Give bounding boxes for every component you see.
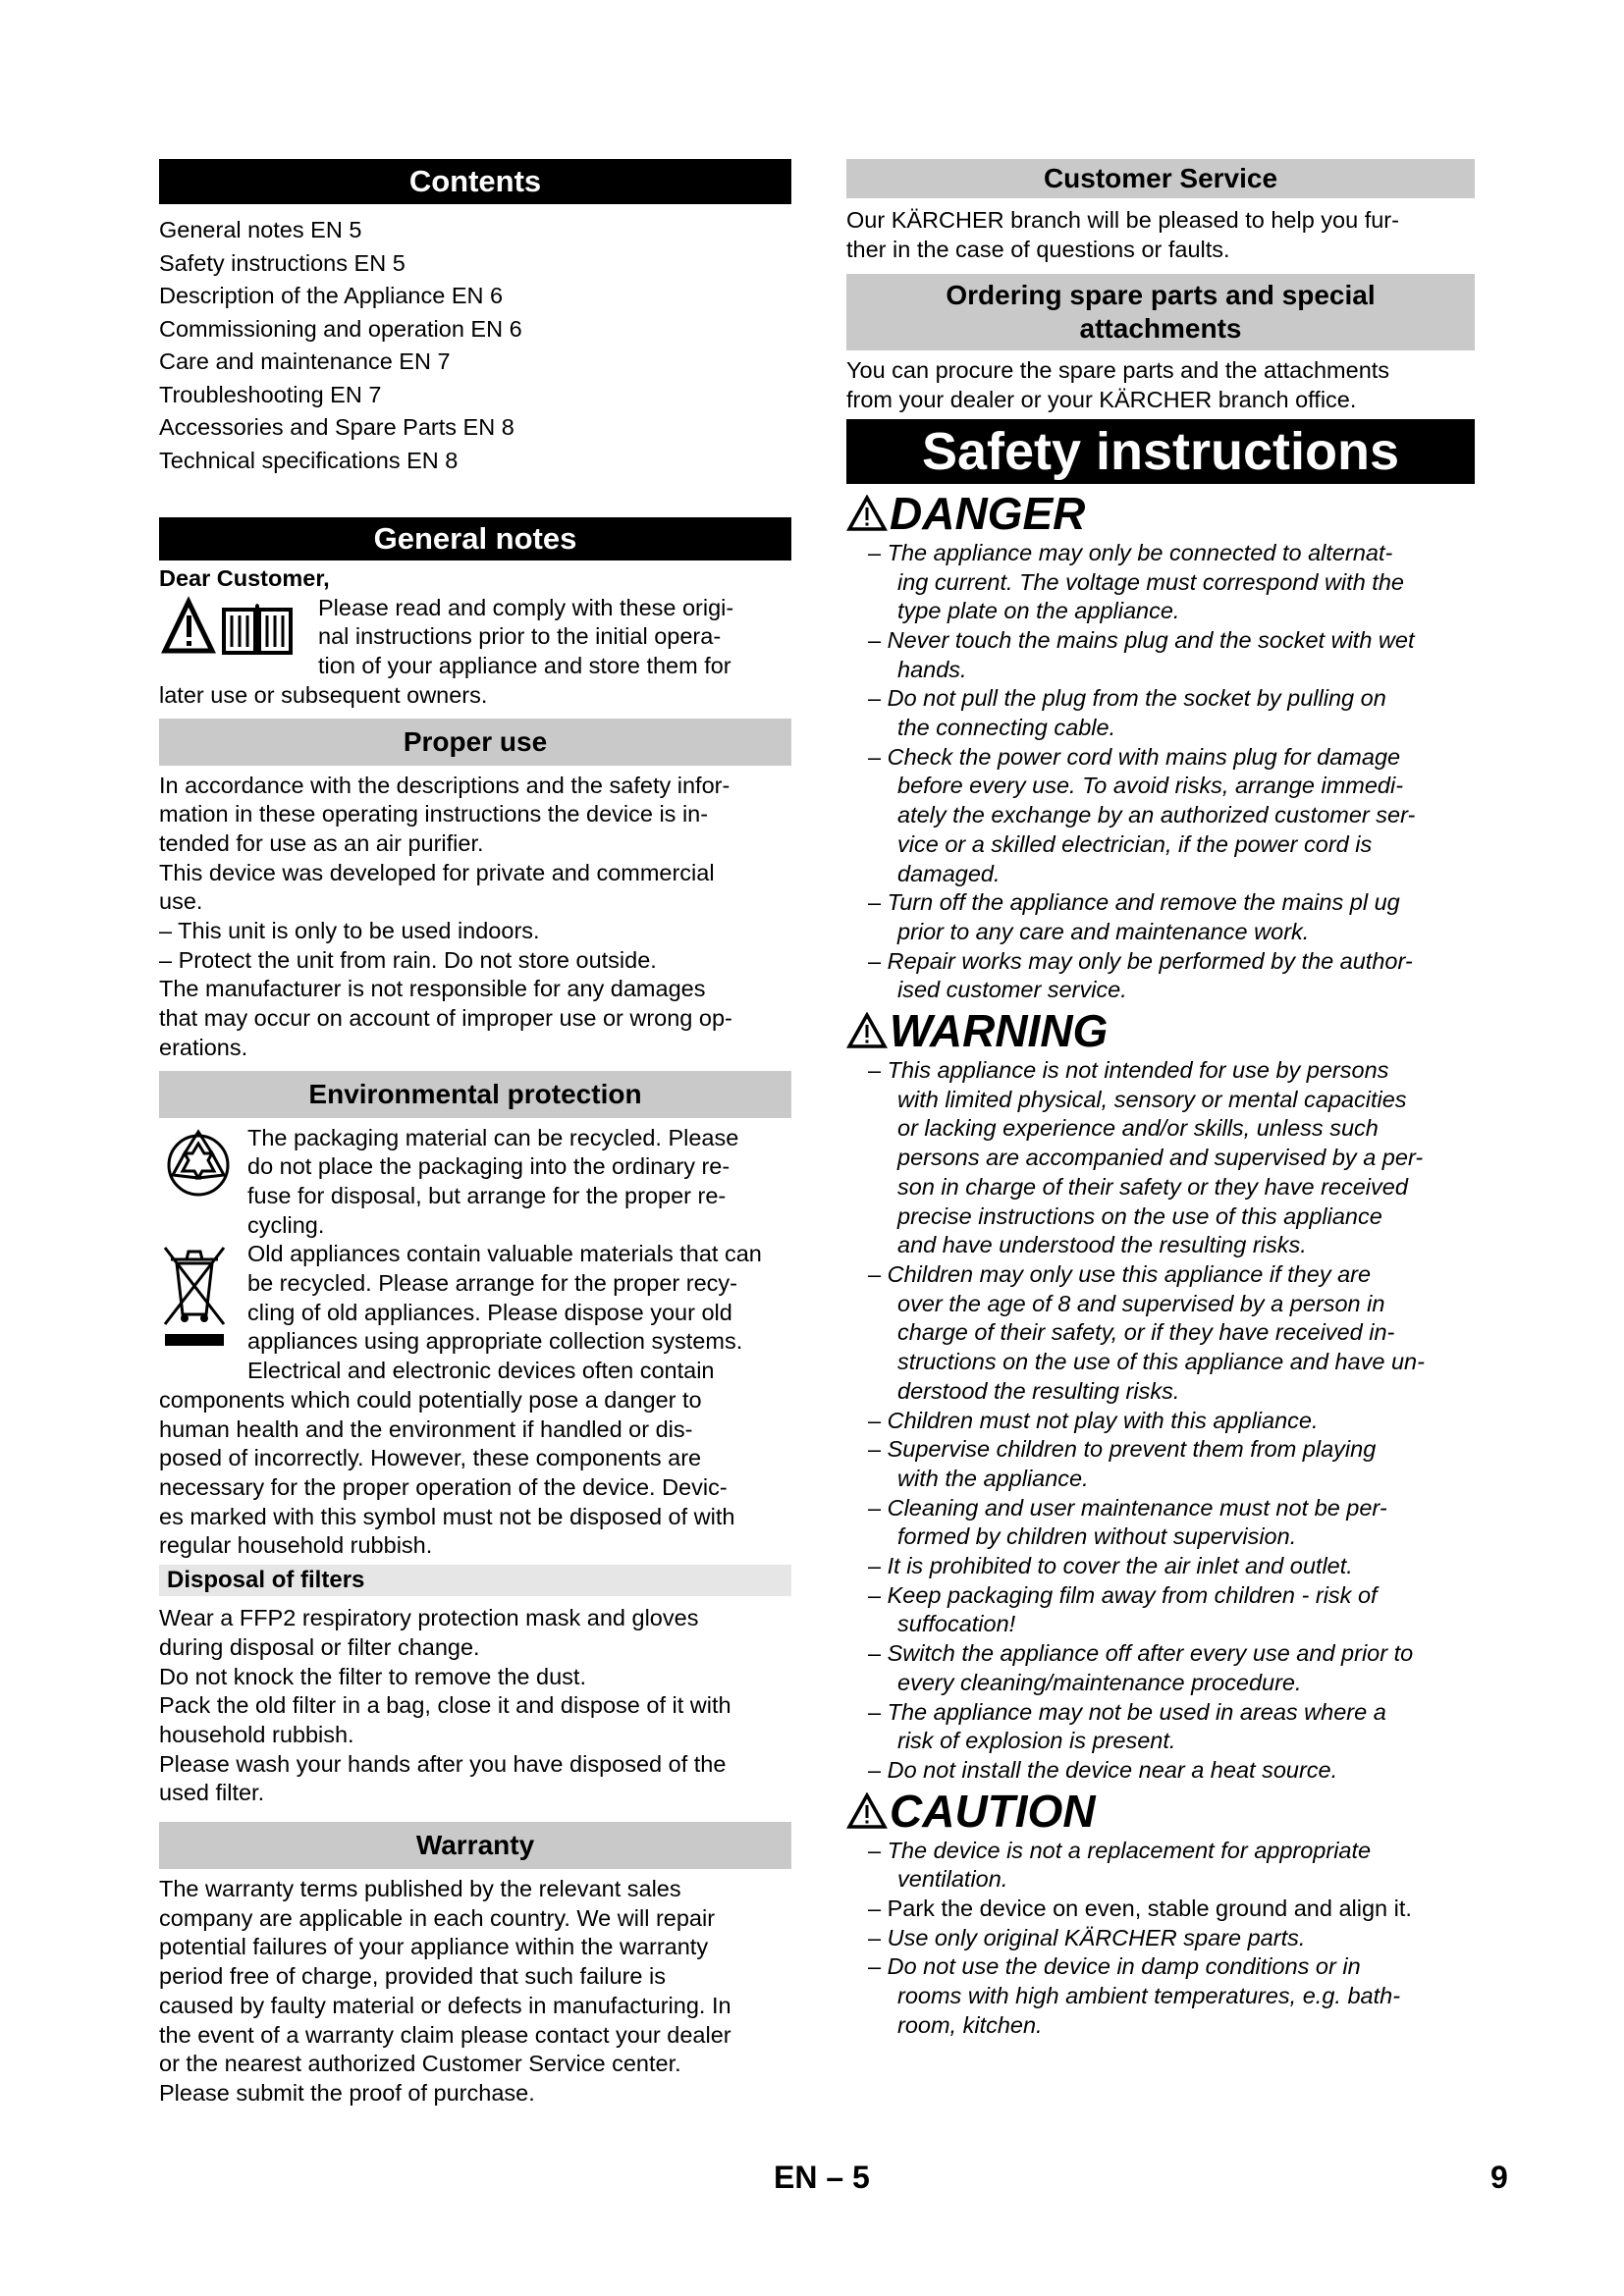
danger-label: DANGER — [890, 487, 1086, 539]
text-line: used filter. — [159, 1780, 265, 1806]
toc-item: Safety instructions EN 5 — [159, 249, 406, 276]
safety-item-line: derstood the resulting risks. — [897, 1377, 1180, 1404]
text-line: caused by faulty material or defects in manufacturing. In — [159, 1992, 731, 2018]
text-line: the event of a warranty claim please contact your dealer — [159, 2021, 731, 2048]
dash-marker: – — [868, 947, 888, 974]
dash-marker: – — [868, 1407, 888, 1433]
safety-item-line: Check the power cord with mains plug for damage — [887, 743, 1401, 770]
intro-line: Please read and comply with these origi- — [318, 594, 734, 620]
toc-item: Accessories and Spare Parts EN 8 — [159, 414, 514, 440]
safety-item-line: Repair works may only be performed by the author- — [887, 947, 1413, 974]
safety-item-line: The device is not a replacement for appropriate — [887, 1837, 1372, 1863]
safety-item-line: damaged. — [897, 860, 1001, 886]
safety-list-item — [846, 947, 1475, 1005]
text-line: potential failures of your appliance within the warranty — [159, 1934, 709, 1960]
text-line: This device was developed for private and commercial — [159, 859, 715, 885]
safety-item-line: This appliance is not intended for use by persons — [887, 1057, 1389, 1084]
proper-use-heading: Proper use — [159, 719, 791, 766]
safety-item-line: type plate on the appliance. — [897, 598, 1180, 624]
text-line: household rubbish. — [159, 1721, 354, 1747]
safety-item-line: charge of their safety, or if they have received in- — [897, 1319, 1395, 1346]
safety-item-line: Never touch the mains plug and the socket with wet — [887, 626, 1415, 653]
weee-icon-box — [159, 1240, 247, 1386]
text-line: Our KÄRCHER branch will be pleased to help you fur- — [846, 207, 1399, 233]
safety-item-line: persons are accompanied and supervised by a per- — [897, 1145, 1424, 1171]
text-line: or the nearest authorized Customer Service center. — [159, 2051, 681, 2077]
text-line: In accordance with the descriptions and the safety infor- — [159, 772, 731, 798]
safety-item-line: Do not install the device near a heat source. — [887, 1756, 1338, 1783]
general-notes-heading: General notes — [159, 517, 791, 561]
text-line: – This unit is only to be used indoors. — [159, 918, 540, 944]
caution-list — [846, 1837, 1475, 2041]
safety-item-line: Park the device on even, stable ground and align it. — [887, 1896, 1412, 1922]
safety-item-line: ately the exchange by an authorized customer ser- — [897, 802, 1416, 828]
text-line: components which could potentially pose a danger to — [159, 1386, 702, 1413]
dash-marker: – — [868, 1837, 888, 1863]
toc-item: Care and maintenance EN 7 — [159, 348, 451, 374]
intro-icons — [159, 594, 318, 681]
dash-marker: – — [868, 626, 888, 653]
safety-item-line: or lacking experience and/or skills, unless such — [897, 1115, 1379, 1142]
warning-triangle-icon — [846, 1792, 888, 1830]
text-line: The manufacturer is not responsible for any damages — [159, 976, 706, 1002]
dash-marker: – — [868, 1896, 888, 1922]
safety-item-line: structions on the use of this appliance and have un- — [897, 1349, 1425, 1375]
ordering-text — [846, 356, 1475, 414]
dash-marker: – — [868, 1260, 888, 1287]
text-line: posed of incorrectly. However, these components are — [159, 1445, 702, 1471]
safety-item-line: son in charge of their safety or they have received — [897, 1173, 1408, 1200]
disposal-of-filters-heading: Disposal of filters — [159, 1565, 791, 1596]
safety-item-line: the connecting cable. — [897, 715, 1116, 741]
dash-marker: – — [868, 1640, 888, 1667]
text-line: appliances using appropriate collection systems. — [247, 1328, 743, 1355]
safety-list-item — [846, 1837, 1475, 1895]
toc-item: Troubleshooting EN 7 — [159, 381, 382, 407]
ordering-heading-line: attachments — [1079, 313, 1242, 345]
safety-item-line: rooms with high ambient temperatures, e.g. bath- — [897, 1983, 1401, 2009]
safety-item-line: precise instructions on the use of this appliance — [897, 1202, 1382, 1229]
dash-marker: – — [868, 1756, 888, 1783]
text-line: during disposal or filter change. — [159, 1633, 480, 1660]
safety-item-line: before every use. To avoid risks, arrange immedi- — [897, 773, 1404, 799]
text-line: regular household rubbish. — [159, 1532, 433, 1559]
customer-service-heading: Customer Service — [846, 159, 1475, 198]
safety-list-item — [846, 626, 1475, 684]
safety-item-line: Keep packaging film away from children - risk of — [887, 1581, 1378, 1608]
contents-heading: Contents — [159, 159, 791, 204]
intro-block — [159, 594, 791, 681]
safety-list-item — [846, 1407, 1475, 1436]
safety-list-item — [846, 1581, 1475, 1639]
safety-item-line: Switch the appliance off after every use and prior to — [887, 1640, 1414, 1667]
crossed-bin-icon — [159, 1240, 228, 1350]
weee-block — [159, 1240, 791, 1386]
safety-list-item — [846, 743, 1475, 889]
text-line: do not place the packaging into the ordinary re- — [247, 1153, 731, 1180]
text-line: use. — [159, 888, 203, 915]
warning-heading — [846, 1005, 1475, 1056]
intro-tail: later use or subsequent owners. — [159, 681, 488, 708]
dash-marker: – — [868, 1436, 888, 1463]
toc-item: Commissioning and operation EN 6 — [159, 315, 522, 342]
dash-marker: – — [868, 889, 888, 916]
safety-list-item — [846, 1494, 1475, 1552]
warranty-heading: Warranty — [159, 1822, 791, 1869]
caution-label: CAUTION — [890, 1785, 1096, 1837]
text-line: erations. — [159, 1034, 248, 1060]
text-line: Old appliances contain valuable materials that can — [247, 1241, 762, 1267]
text-line: Electrical and electronic devices often contain — [247, 1358, 715, 1384]
safety-item-line: every cleaning/maintenance procedure. — [897, 1669, 1302, 1695]
safety-list-item — [846, 1895, 1475, 1924]
intro-text — [318, 594, 733, 681]
text-line: es marked with this symbol must not be disposed of with — [159, 1503, 735, 1529]
dash-marker: – — [868, 1924, 888, 1950]
text-line: necessary for the proper operation of the device. Devic- — [159, 1473, 728, 1500]
safety-item-line: Supervise children to prevent them from playing — [887, 1436, 1377, 1463]
text-line: ther in the case of questions or faults. — [846, 236, 1230, 262]
safety-item-line: risk of explosion is present. — [897, 1728, 1176, 1754]
text-line: period free of charge, provided that such failure is — [159, 1963, 666, 1990]
warning-label: WARNING — [890, 1005, 1109, 1057]
text-line: mation in these operating instructions the device is in- — [159, 801, 709, 828]
recycle-block — [159, 1124, 791, 1241]
text-line: cling of old appliances. Please dispose your old — [247, 1299, 732, 1325]
warning-triangle-book-icon — [159, 594, 306, 659]
warning-triangle-icon — [846, 495, 888, 532]
toc-item: Technical specifications EN 8 — [159, 447, 459, 473]
danger-heading — [846, 488, 1475, 539]
warranty-text — [159, 1875, 791, 2109]
dash-marker: – — [868, 1953, 888, 1980]
text-line: The warranty terms published by the relevant sales — [159, 1876, 681, 1902]
safety-list-item — [846, 684, 1475, 742]
safety-list-item — [846, 888, 1475, 946]
dash-marker: – — [868, 1553, 888, 1579]
safety-list-item — [846, 1260, 1475, 1407]
safety-list-item — [846, 1639, 1475, 1697]
safety-item-line: ised customer service. — [897, 977, 1127, 1003]
safety-item-line: suffocation! — [897, 1611, 1016, 1637]
safety-item-line: prior to any care and maintenance work. — [897, 918, 1310, 944]
weee-text — [247, 1240, 762, 1386]
safety-list-item — [846, 1056, 1475, 1260]
disposal-text — [159, 1604, 791, 1808]
text-line: cycling. — [247, 1211, 325, 1238]
dash-marker: – — [868, 743, 888, 770]
safety-instructions-heading: Safety instructions — [846, 419, 1475, 484]
safety-item-line: Do not use the device in damp conditions or in — [887, 1953, 1361, 1980]
text-line: from your dealer or your KÄRCHER branch office. — [846, 387, 1357, 413]
environmental-protection-heading: Environmental protection — [159, 1071, 791, 1118]
recycle-icon — [159, 1124, 238, 1202]
recycle-text — [247, 1124, 738, 1241]
intro-line: nal instructions prior to the initial opera- — [318, 623, 722, 650]
safety-item-line: The appliance may only be connected to alternat- — [887, 539, 1393, 565]
safety-item-line: with limited physical, sensory or mental capacities — [897, 1086, 1407, 1112]
left-column — [159, 159, 791, 2109]
greeting: Dear Customer, — [159, 565, 330, 591]
page-number: 9 — [1490, 2160, 1508, 2195]
text-line: that may occur on account of improper use or wrong op- — [159, 1005, 732, 1032]
safety-item-line: Cleaning and user maintenance must not be per- — [887, 1494, 1387, 1521]
text-line: tended for use as an air purifier. — [159, 829, 484, 856]
text-line: Please submit the proof of purchase. — [159, 2079, 535, 2106]
dash-marker: – — [868, 539, 888, 565]
safety-item-line: with the appliance. — [897, 1465, 1089, 1491]
page-label: EN – 5 — [774, 2160, 870, 2195]
text-line: Pack the old filter in a bag, close it and dispose of it with — [159, 1692, 731, 1719]
intro-line: tion of your appliance and store them for — [318, 653, 731, 679]
recycle-icon-box — [159, 1124, 247, 1241]
toc-item: Description of the Appliance EN 6 — [159, 283, 504, 308]
ordering-heading-line: Ordering spare parts and special — [946, 280, 1376, 311]
dash-marker: – — [868, 1057, 888, 1084]
table-of-contents — [159, 214, 791, 477]
danger-list — [846, 539, 1475, 1005]
customer-service-text — [846, 206, 1475, 264]
warning-triangle-icon — [846, 1012, 888, 1049]
warning-list — [846, 1056, 1475, 1786]
safety-item-line: Do not pull the plug from the socket by pulling on — [887, 685, 1386, 712]
text-line: The packaging material can be recycled. Please — [247, 1124, 739, 1150]
ordering-heading — [846, 274, 1475, 350]
safety-list-item — [846, 1756, 1475, 1786]
safety-item-line: over the age of 8 and supervised by a person in — [897, 1290, 1385, 1316]
safety-item-line: and have understood the resulting risks. — [897, 1232, 1307, 1258]
safety-list-item — [846, 1952, 1475, 2040]
text-line: You can procure the spare parts and the attachments — [846, 357, 1390, 384]
text-line: company are applicable in each country. We will repair — [159, 1904, 716, 1931]
safety-list-item — [846, 539, 1475, 626]
safety-item-line: formed by children without supervision. — [897, 1523, 1297, 1550]
safety-list-item — [846, 1552, 1475, 1581]
environment-tail — [159, 1386, 791, 1561]
safety-item-line: vice or a skilled electrician, if the power cord is — [897, 830, 1373, 857]
toc-item: General notes EN 5 — [159, 217, 362, 242]
proper-use-text — [159, 772, 791, 1063]
dash-marker: – — [868, 1698, 888, 1725]
text-line: Wear a FFP2 respiratory protection mask and gloves — [159, 1605, 699, 1631]
caution-heading — [846, 1786, 1475, 1837]
right-column — [846, 159, 1475, 2041]
text-line: fuse for disposal, but arrange for the proper re- — [247, 1182, 727, 1208]
text-line: human health and the environment if handled or dis- — [159, 1415, 693, 1442]
safety-list-item — [846, 1435, 1475, 1493]
safety-list-item — [846, 1698, 1475, 1756]
text-line: be recycled. Please arrange for the proper recy- — [247, 1270, 737, 1297]
dash-marker: – — [868, 1494, 888, 1521]
safety-item-line: Children must not play with this appliance. — [887, 1407, 1319, 1433]
dash-marker: – — [868, 1581, 888, 1608]
safety-item-line: It is prohibited to cover the air inlet and outlet. — [887, 1553, 1353, 1579]
safety-item-line: ing current. The voltage must correspond with the — [897, 568, 1404, 595]
text-line: – Protect the unit from rain. Do not store outside. — [159, 946, 657, 973]
text-line: Do not knock the filter to remove the dust. — [159, 1663, 586, 1689]
safety-item-line: room, kitchen. — [897, 2011, 1043, 2038]
safety-item-line: Use only original KÄRCHER spare parts. — [887, 1924, 1306, 1950]
safety-item-line: ventilation. — [897, 1866, 1008, 1893]
safety-list-item — [846, 1924, 1475, 1953]
dash-marker: – — [868, 685, 888, 712]
safety-item-line: Turn off the appliance and remove the mains pl ug — [887, 889, 1400, 916]
text-line: Please wash your hands after you have disposed of the — [159, 1750, 727, 1777]
safety-item-line: The appliance may not be used in areas where a — [887, 1698, 1386, 1725]
safety-item-line: hands. — [897, 656, 967, 682]
safety-item-line: Children may only use this appliance if they are — [887, 1260, 1372, 1287]
